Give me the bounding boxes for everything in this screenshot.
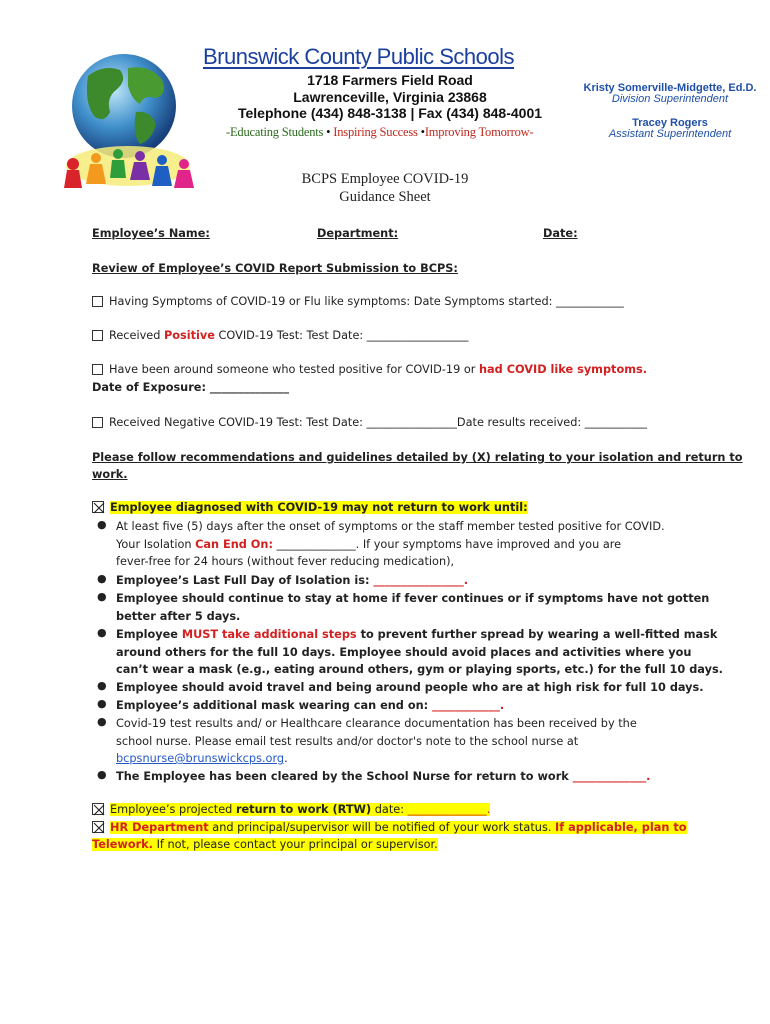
rtw-bold: return to work (RTW) bbox=[235, 803, 372, 816]
last-isolation-day-label: Employee’s Last Full Day of Isolation is: bbox=[116, 574, 374, 587]
bullet-1-line-3: fever-free for 24 hours (without fever reducing medication), bbox=[116, 555, 455, 568]
rtw-line bbox=[92, 803, 490, 816]
negative-test-checkbox[interactable] bbox=[92, 417, 103, 428]
assistant-superintendent-name: Tracey Rogers bbox=[632, 117, 708, 129]
bullet-dot-icon: ● bbox=[97, 715, 107, 728]
phone-line: Telephone (434) 848-3138 | Fax (434) 848-4001 bbox=[237, 105, 543, 121]
bullet-7-line-1: Covid-19 test results and/ or Healthcare clearance documentation has been received by the bbox=[116, 717, 637, 730]
rtw-blank: ______________. bbox=[407, 803, 491, 816]
rtw-checked-box[interactable] bbox=[92, 803, 104, 815]
isolation-post: ______________. If your symptoms have improved and you are bbox=[272, 537, 622, 551]
hr-mid: and principal/supervisor will be notified of your work status. bbox=[208, 821, 556, 834]
department-label: Department: bbox=[317, 227, 399, 240]
superintendent-role: Division Superintendent bbox=[611, 93, 729, 105]
instructions-line-1: Please follow recommendations and guidelines detailed by (X) relating to your isolation and return to bbox=[92, 451, 743, 464]
bullet-dot-icon: ● bbox=[97, 626, 107, 639]
positive-text-post: COVID-19 Test: Test Date: __________________ bbox=[214, 329, 469, 342]
hr-telework-1: If applicable, plan to bbox=[555, 821, 687, 834]
mask-end-label: Employee’s additional mask wearing can end on: bbox=[116, 699, 433, 712]
diagnosed-checked-box[interactable] bbox=[92, 501, 104, 513]
bullet-8 bbox=[97, 768, 651, 786]
bullet-3-line-1: Employee should continue to stay at home if fever continues or if symptoms have not gotten bbox=[116, 592, 710, 605]
bullet-1-line-1: At least five (5) days after the onset of symptoms or the staff member tested positive for COVID. bbox=[116, 520, 665, 533]
address-line-1: 1718 Farmers Field Road bbox=[307, 72, 473, 88]
isolation-can-end-on: Can End On: bbox=[195, 537, 273, 551]
review-heading: Review of Employee’s COVID Report Submission to BCPS: bbox=[92, 262, 458, 275]
bullet-4-red: MUST take additional steps bbox=[181, 628, 357, 641]
bullet-4-line-2: around others for the full 10 days. Employee should avoid places and activities where you bbox=[116, 645, 692, 659]
rtw-pre: Employee’s projected bbox=[110, 803, 236, 816]
assistant-superintendent-role: Assistant Superintendent bbox=[608, 128, 732, 140]
motto-part-1: -Educating Students bbox=[226, 125, 324, 139]
symptoms-text: Having Symptoms of COVID-19 or Flu like symptoms: Date Symptoms started: ____________ bbox=[109, 295, 624, 308]
exposure-text-red: had COVID like symptoms. bbox=[479, 363, 647, 376]
bullet-7 bbox=[97, 715, 637, 768]
mask-end-blank: ____________. bbox=[432, 699, 505, 712]
hr-line-2 bbox=[92, 838, 438, 851]
isolation-pre: Your Isolation bbox=[116, 537, 196, 551]
hr-department: HR Department bbox=[110, 821, 209, 834]
date-label: Date: bbox=[543, 227, 578, 240]
bullet-6 bbox=[97, 697, 505, 715]
motto-part-2: Inspiring Success bbox=[333, 125, 418, 139]
nurse-email-link[interactable]: bcpsnurse@brunswickcps.org bbox=[116, 752, 285, 765]
superintendent-name: Kristy Somerville-Midgette, Ed.D. bbox=[583, 82, 757, 94]
negative-text: Received Negative COVID-19 Test: Test Date: ___ bbox=[109, 416, 384, 429]
bullet-dot-icon: ● bbox=[97, 590, 107, 603]
motto-sep-2: • bbox=[417, 125, 425, 139]
review-item-positive bbox=[92, 329, 468, 342]
exposure-text-pre: Have been around someone who tested positive for COVID-19 or bbox=[109, 363, 480, 376]
address-line-2: Lawrenceville, Virginia 23868 bbox=[293, 89, 487, 105]
bullet-5 bbox=[97, 679, 704, 697]
bullet-dot-icon: ● bbox=[97, 697, 107, 710]
bullet-dot-icon: ● bbox=[97, 518, 107, 531]
positive-text-pre: Received bbox=[109, 329, 164, 342]
bullet-dot-icon: ● bbox=[97, 572, 107, 585]
bullet-1 bbox=[97, 518, 665, 571]
bullet-4-pre: Employee bbox=[116, 628, 182, 641]
instructions-line-2: work. bbox=[92, 468, 128, 481]
positive-text-red: Positive bbox=[164, 329, 215, 342]
bullet-4 bbox=[97, 626, 723, 679]
employee-name-label: Employee’s Name: bbox=[92, 227, 210, 240]
last-isolation-day-blank: ________________. bbox=[373, 574, 469, 587]
bullet-dot-icon: ● bbox=[97, 679, 107, 692]
cleared-label: The Employee has been cleared by the School Nurse for return to work bbox=[116, 770, 573, 783]
hr-contact: If not, please contact your principal or supervisor. bbox=[152, 838, 438, 851]
x-mark-icon bbox=[93, 822, 105, 834]
motto-sep-1: • bbox=[323, 125, 334, 139]
bullet-4-line-3: can’t wear a mask (e.g., eating around others, gym or playing sports, etc.) for the full 10 days. bbox=[116, 663, 723, 676]
hr-telework-2: Telework. bbox=[92, 838, 153, 851]
symptoms-checkbox[interactable] bbox=[92, 296, 103, 307]
bullet-2 bbox=[97, 572, 469, 590]
x-mark-icon bbox=[93, 804, 105, 816]
district-name: Brunswick County Public Schools bbox=[203, 44, 514, 69]
date-of-exposure: Date of Exposure: ______________ bbox=[92, 381, 289, 394]
hr-checked-box[interactable] bbox=[92, 821, 104, 833]
positive-test-checkbox[interactable] bbox=[92, 330, 103, 341]
diagnosed-heading bbox=[92, 501, 528, 514]
bullet-3 bbox=[97, 590, 710, 625]
x-mark-icon bbox=[93, 502, 105, 514]
bullet-4-post: to prevent further spread by wearing a well-fitted mask bbox=[356, 628, 718, 641]
page-title-line-1: BCPS Employee COVID-19 bbox=[301, 171, 469, 187]
bullet-7-end: . bbox=[284, 752, 288, 765]
review-item-exposure bbox=[92, 363, 647, 376]
review-item-negative bbox=[92, 416, 647, 429]
bullet-5-text: Employee should avoid travel and being around people who are at high risk for full 10 days. bbox=[116, 681, 704, 694]
bullet-3-line-2: better after 5 days. bbox=[116, 609, 241, 623]
bullet-1-line-2 bbox=[116, 536, 665, 554]
rtw-post: date: bbox=[371, 803, 408, 816]
bullet-7-line-2: school nurse. Please email test results and/or doctor's note to the school nurse at bbox=[116, 734, 579, 748]
bullet-dot-icon: ● bbox=[97, 768, 107, 781]
page-title-line-2: Guidance Sheet bbox=[339, 189, 431, 205]
globe-with-children-icon bbox=[58, 46, 208, 196]
exposure-checkbox[interactable] bbox=[92, 364, 103, 375]
motto-part-3: Improving Tomorrow- bbox=[424, 125, 534, 139]
negative-text-2: _____________Date results received: ___________ bbox=[383, 416, 647, 429]
review-item-symptoms bbox=[92, 295, 624, 308]
district-logo bbox=[58, 46, 208, 196]
district-motto bbox=[226, 125, 533, 140]
diagnosed-heading-text: Employee diagnosed with COVID-19 may not return to work until: bbox=[110, 501, 528, 514]
cleared-blank: _____________. bbox=[572, 770, 651, 783]
hr-line-1 bbox=[92, 821, 687, 834]
